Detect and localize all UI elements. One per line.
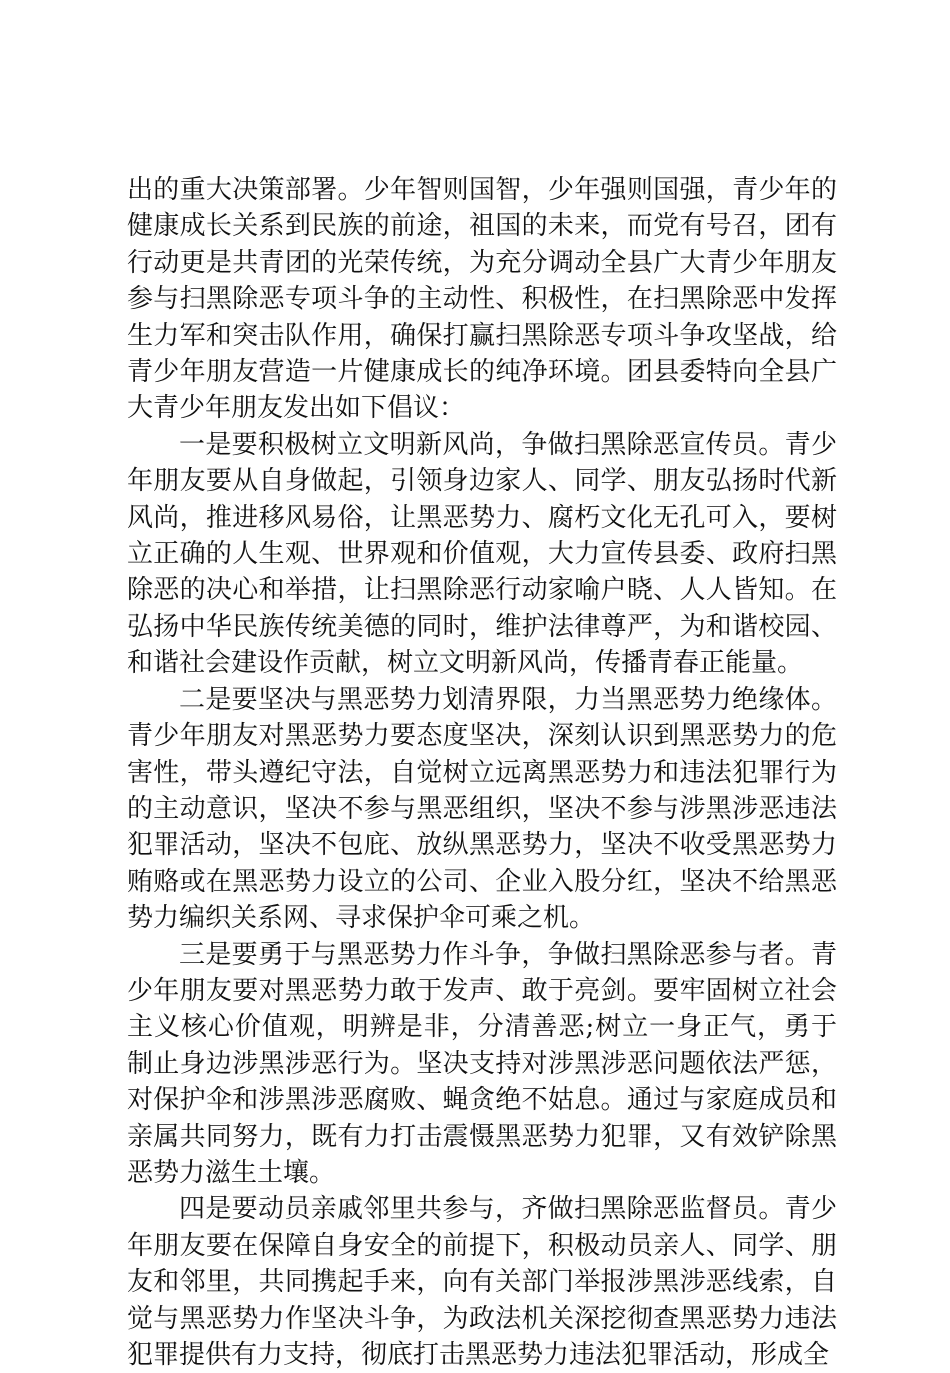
document-body [127, 172, 837, 1373]
paragraph-proposal-2: 二是要坚决与黑恶势力划清界限，力当黑恶势力绝缘体。青少年朋友对黑恶势力要态度坚决，深刻认识到黑恶势力的危害性，带头遵纪守法，自觉树立远离黑恶势力和违法犯罪行为的主动意识，坚决不参与黑恶组织，坚决不参与涉黑涉恶违法犯罪活动，坚决不包庇、放纵黑恶势力，坚决不收受黑恶势力贿赂或在黑恶势力设立的公司、企业入股分红，坚决不给黑恶势力编织关系网、寻求保护伞可乘之机。 [127, 684, 837, 934]
paragraph-proposal-3: 三是要勇于与黑恶势力作斗争，争做扫黑除恶参与者。青少年朋友要对黑恶势力敢于发声、敢于亮剑。要牢固树立社会主义核心价值观，明辨是非，分清善恶;树立一身正气，勇于制止身边涉黑涉恶行为。坚决支持对涉黑涉恶问题依法严惩，对保护伞和涉黑涉恶腐败、蝇贪绝不姑息。通过与家庭成员和亲属共同努力，既有力打击震慑黑恶势力犯罪，又有效铲除黑恶势力滋生土壤。 [127, 939, 837, 1188]
paragraph-intro-continued: 出的重大决策部署。少年智则国智，少年强则国强，青少年的健康成长关系到民族的前途，祖国的未来，而党有号召，团有行动更是共青团的光荣传统，为充分调动全县广大青少年朋友参与扫黑除恶专项斗争的主动性、积极性，在扫黑除恶中发挥生力军和突击队作用，确保打赢扫黑除恶专项斗争攻坚战，给青少年朋友营造一片健康成长的纯净环境。团县委特向全县广大青少年朋友发出如下倡议： [127, 175, 837, 424]
paragraph-proposal-4: 四是要动员亲戚邻里共参与，齐做扫黑除恶监督员。青少年朋友要在保障自身安全的前提下，积极动员亲人、同学、朋友和邻里，共同携起手来，向有关部门举报涉黑涉恶线索，自觉与黑恶势力作坚决斗争，为政法机关深挖彻查黑恶势力违法犯罪提供有力支持，彻底打击黑恶势力违法犯罪活动，形成全 [127, 1194, 837, 1370]
paragraph-proposal-1: 一是要积极树立文明新风尚，争做扫黑除恶宣传员。青少年朋友要从自身做起，引领身边家人、同学、朋友弘扬时代新风尚，推进移风易俗，让黑恶势力、腐朽文化无孔可入，要树立正确的人生观、世界观和价值观，大力宣传县委、政府扫黑除恶的决心和举措，让扫黑除恶行动家喻户晓、人人皆知。在弘扬中华民族传统美德的同时，维护法律尊严，为和谐校园、和谐社会建设作贡献，树立文明新风尚，传播青春正能量。 [127, 429, 837, 679]
